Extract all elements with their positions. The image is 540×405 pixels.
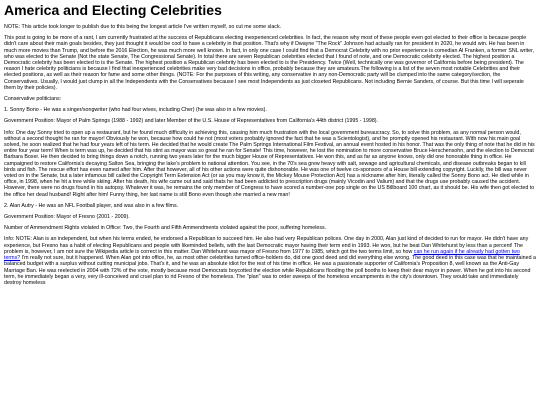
article-intro: This post is going to be more of a rant, I am currently frustrated at the success of Republicans electing inexperienced celebrities. In fact, the reason why most of these people even got elected to their office is because people didn't care about their main goals besides, they just thought it would be cool to have a celebrity in that position. That's why if Dwayne "The Rock" Johnson had actually ran for president in 2020, he would win. He has been in much more movies than Trump, and before the 2016 Election, he was much more well known. In fact, in only one case I could find that a Democrat Celebrity with no prior experience is comedian Al Franken, a former SNL writer, who was elected to the Senate (Not the state Senate, The Congressional Senate). In total there are seven Republican celebrities elected that I found of note, and one Democratic celebrity elected. The highest position a Democratic celebrity has been elected to is the Senate. The highest position a Republican celebrity has been elected to is the Presidency. Twice (Well, technically one was governor of California before being president). The reason I hate celebrity politicians is because I find that inexperienced celebrities make very bad decisions in office, probably because they are amateurs.The following is a list of the seven most notable Celebrities and their elected positions, as well as their reason for fame and some other things. (NOTE: For the purposes of this writing, any conservative in any non-Democratic party will be clumped into the same category/section, the Conservatives. Usually, I would just clump in all the Independents with the Conservatives because I see most Independents as just closeted Republicans. Not including Bernie Sanders, of course. But this time I will seperate them by their policies). — [4, 35, 535, 91]
info-text-start: Info: NOTE: Alan is an independent, but when his terms ended, he endorsed a Republican to succeed him. He also had very Republican polices. One day in 2000, Alan just kind of decided to run for mayor. He didn't have any experience, but Fresno has a habit of electing Republicans and people with likeminded beliefs, with the last Democratic mayor having their term end in 1993. He won, but he beat Dan Whitehurst by less than a percent! The problem is, however, I am not sure the Wikipedia article is correct in this matter. Dan Whitehurst was mayor of Fresno from 1977 to 1985, which got the two terms limit, so how — [4, 236, 529, 255]
entry-government-position: Government Position: Mayor of Fresno (2001 - 2009). — [4, 214, 130, 221]
info-text-end: I'm really not sure, but it happened. When Alan got into office, he, as most other celebrities turned office-holders do, did one good deed and did everything else wrong. The good deed in this case was that he maintained a balanced budget with a surplus without cutting municipal jobs. That's it, and he was an absolute idiot for the rest of his time in office. He was a passionate supporter of California's Proposition 8, well known as the Anti-Gay Marriage Ban. He was reelected in 2004 with 72% of the vote, mostly because most Democrats boycotted the election while Republicans flooding the poll booths to keep their dear mayor in power. When he got into his second term, he immediately began a very, very ill-conceived and cruel plan to rid Fresno of the homeless. The "plan" was to order sweeps of the homeless encampments in the city's downtown. They would take and immediately destroy homeless — [4, 255, 536, 286]
entry-info: Info: One day Sonny tried to open up a restaurant, but he found much difficulty in achieving this, causing him much frustration with the local government bureaucracy. So, to solve this problem, as any normal person would, without a second thought he ran for mayor! Obviously he won, because how could he not (most voters probably ignored the fact that he was a Scientologist), and he promptly opened his restaurant. With now his main goal solved, he soon realized that he had four years left of his term. He decided that he would create The Palm Springs International Film Festival, an annual event hosted in his honor. That was the only thing of note that he did in his entire four year term! When is term was up, he decided that his stint as mayor was so great he ran for Senate! This time, however, he lost the nomination to more conservative Bruce Herschensohn, and the election to Democrat Barbara Boxer. He then decided to bring things down a notch, running two years later for the much bigger House of Representatives. He won this, and as far as anyone knows, only did one honorable thing in office. He campaigned to restore California's decaying Salton Sea, bringing the lake's problem to national attention. You see, in the 70's sea grew heavy with salt, sewage and agricultural chemicals, and disease outbreaks began to kill birds and fish. The rescue effort has even named after him. After that however, all of his other actions were quite dishonorable. He was one of twelve co-sponsors of a House bill extending copyright. Luckily, the bill was never voted on in the Senate, but a later infamous bill called the Copyright Term Extension Act (or as you may know it, the Mickey Mouse Protection Act) has a nickname after him, literally called the Sonny Bono act. He died while in office, in 1998, when he hit a tree while skiing. After his death, his wife came out and said thats he had been addicted to prescription drugs (mainly Vicodin and Valium) and that the drugs use probably caused the accident. However, there were no drugs found in his autopsy. Whatever it was, he remains the only member of Congress to have scored a number-one pop single on the US Billboard 100 chart, as it should be. His wife then got elected to the office her dead husband! Right after him! Funny thing, her last name is still Bono even though she married a new man! — [4, 129, 535, 198]
entry-ammendments: Number of Ammendment Rights violated in Office: Two, the Fourth and Fifth Ammendments violated against the poor, suffering homeless. — [4, 225, 327, 232]
two-terms-link[interactable]: can he run again if he already had gotten two terms? — [4, 248, 520, 262]
article-note: NOTE: This article took longer to publish due to this being the longest article I've written myself, so cut me some slack. — [4, 24, 282, 30]
entry-info — [4, 236, 536, 286]
article-title: America and Electing Celebrities — [4, 2, 222, 18]
section-label: Conservative politicians: — [4, 96, 62, 103]
entry-heading: 1. Sonny Bono - He was a singer/songwriter (who had four wives, including Cher) (he was also in a few movies). — [4, 107, 267, 114]
entry-heading: 2. Alan Autry - He was an NFL Football player, and was also in a few films. — [4, 202, 179, 209]
entry-government-position: Government Position: Mayor of Palm Springs (1988 - 1992) and later Member of the U.S. House of Representatives from California's 44th district (1995 - 1998). — [4, 118, 379, 125]
